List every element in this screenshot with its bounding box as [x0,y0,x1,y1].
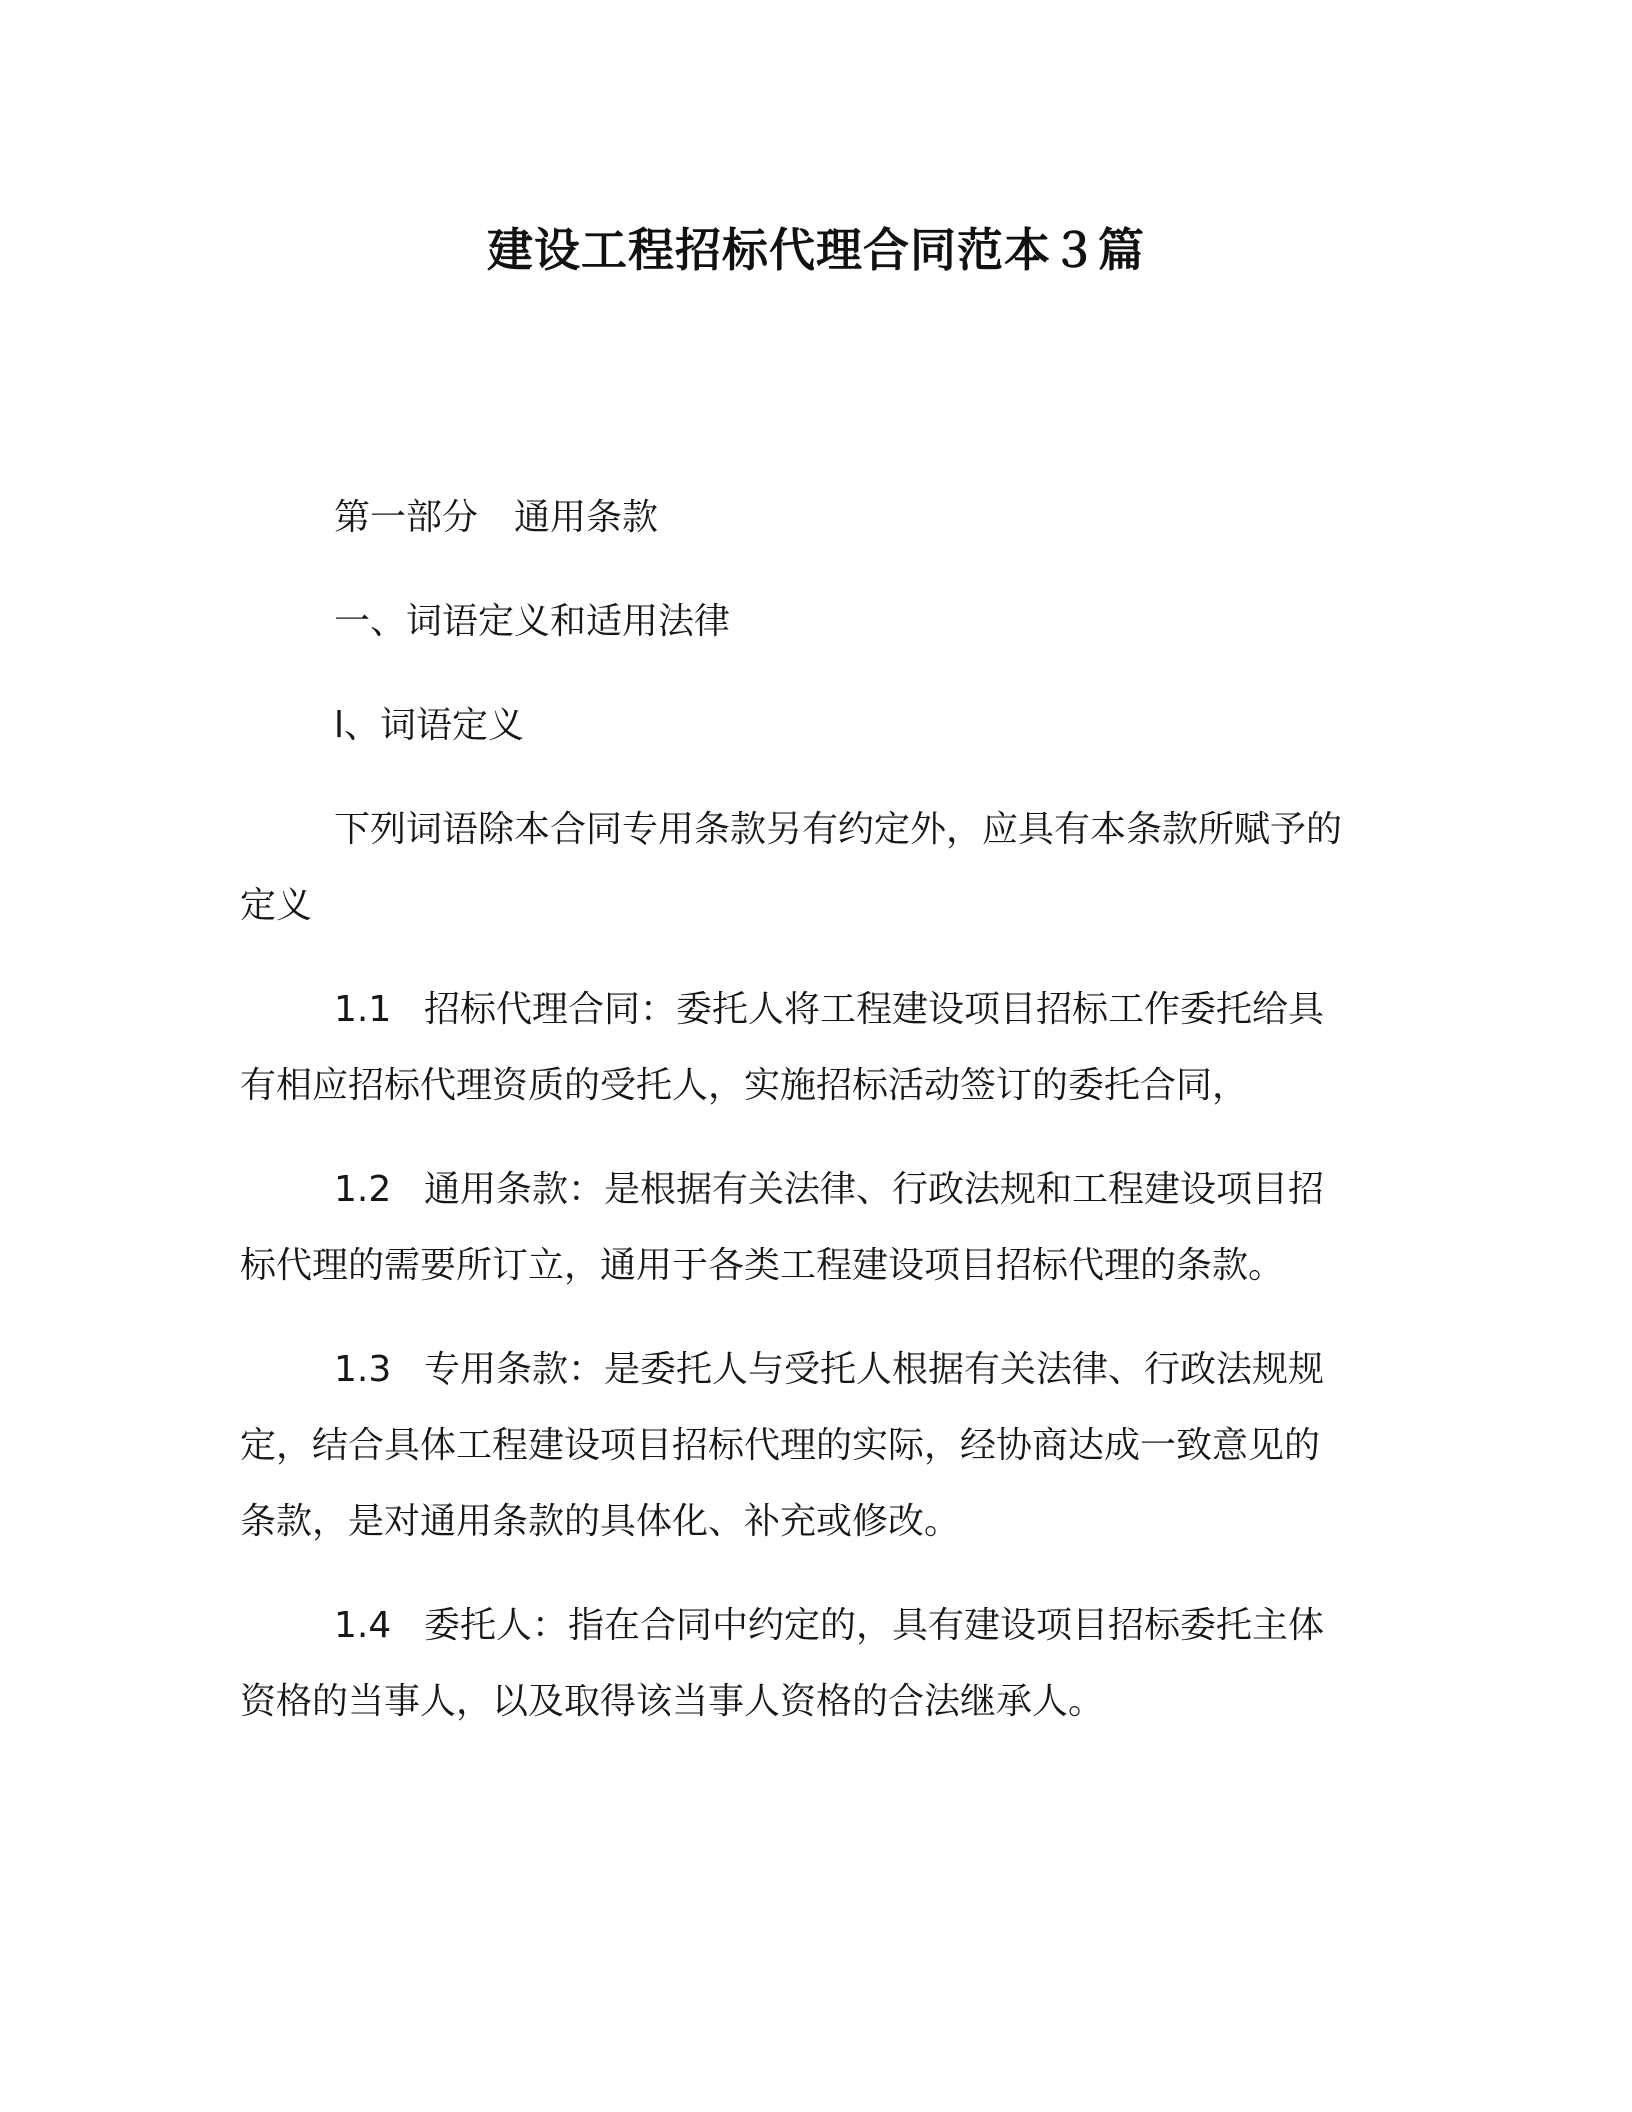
clause-text: 招标代理合同：委托人将工程建设项目招标工作委托给具 [424,989,1325,1030]
clause-1-3-third-line: 条款，是对通用条款的具体化、补充或修改。 [240,1501,961,1542]
clause-text: 委托人：指在合同中约定的，具有建设项目招标委托主体 [424,1605,1325,1646]
clause-1-3-first-line [334,1348,1324,1392]
clause-text: 专用条款：是委托人与受托人根据有关法律、行政法规规 [424,1349,1325,1390]
clause-1-2-first-line [334,1168,1324,1212]
clause-number: 1.1 [334,989,392,1030]
section-heading: 一、词语定义和适用法律 [334,601,731,642]
clause-text: 通用条款：是根据有关法律、行政法规和工程建设项目招 [424,1169,1325,1210]
clause-number: 1.2 [334,1169,392,1210]
document-title: 建设工程招标代理合同范本３篇 [487,223,1145,277]
clause-1-4-second-line: 资格的当事人，以及取得该当事人资格的合法继承人。 [240,1681,1105,1722]
clause-1-2-second-line: 标代理的需要所订立，通用于各类工程建设项目招标代理的条款。 [240,1245,1285,1286]
clause-1-1-first-line [334,988,1324,1032]
clause-1-1-second-line: 有相应招标代理资质的受托人，实施招标活动签订的委托合同， [240,1065,1249,1106]
subsection-heading: l、词语定义 [334,705,525,746]
clause-number: 1.3 [334,1349,392,1390]
part-heading: 第一部分 通用条款 [334,497,659,538]
intro-paragraph-line-2: 定义 [240,885,313,926]
intro-paragraph-line-1: 下列词语除本合同专用条款另有约定外，应具有本条款所赋予的 [334,809,1343,850]
clause-1-4-first-line [334,1604,1324,1648]
clause-number: 1.4 [334,1605,392,1646]
clause-1-3-second-line: 定，结合具体工程建设项目招标代理的实际，经协商达成一致意见的 [240,1425,1321,1466]
